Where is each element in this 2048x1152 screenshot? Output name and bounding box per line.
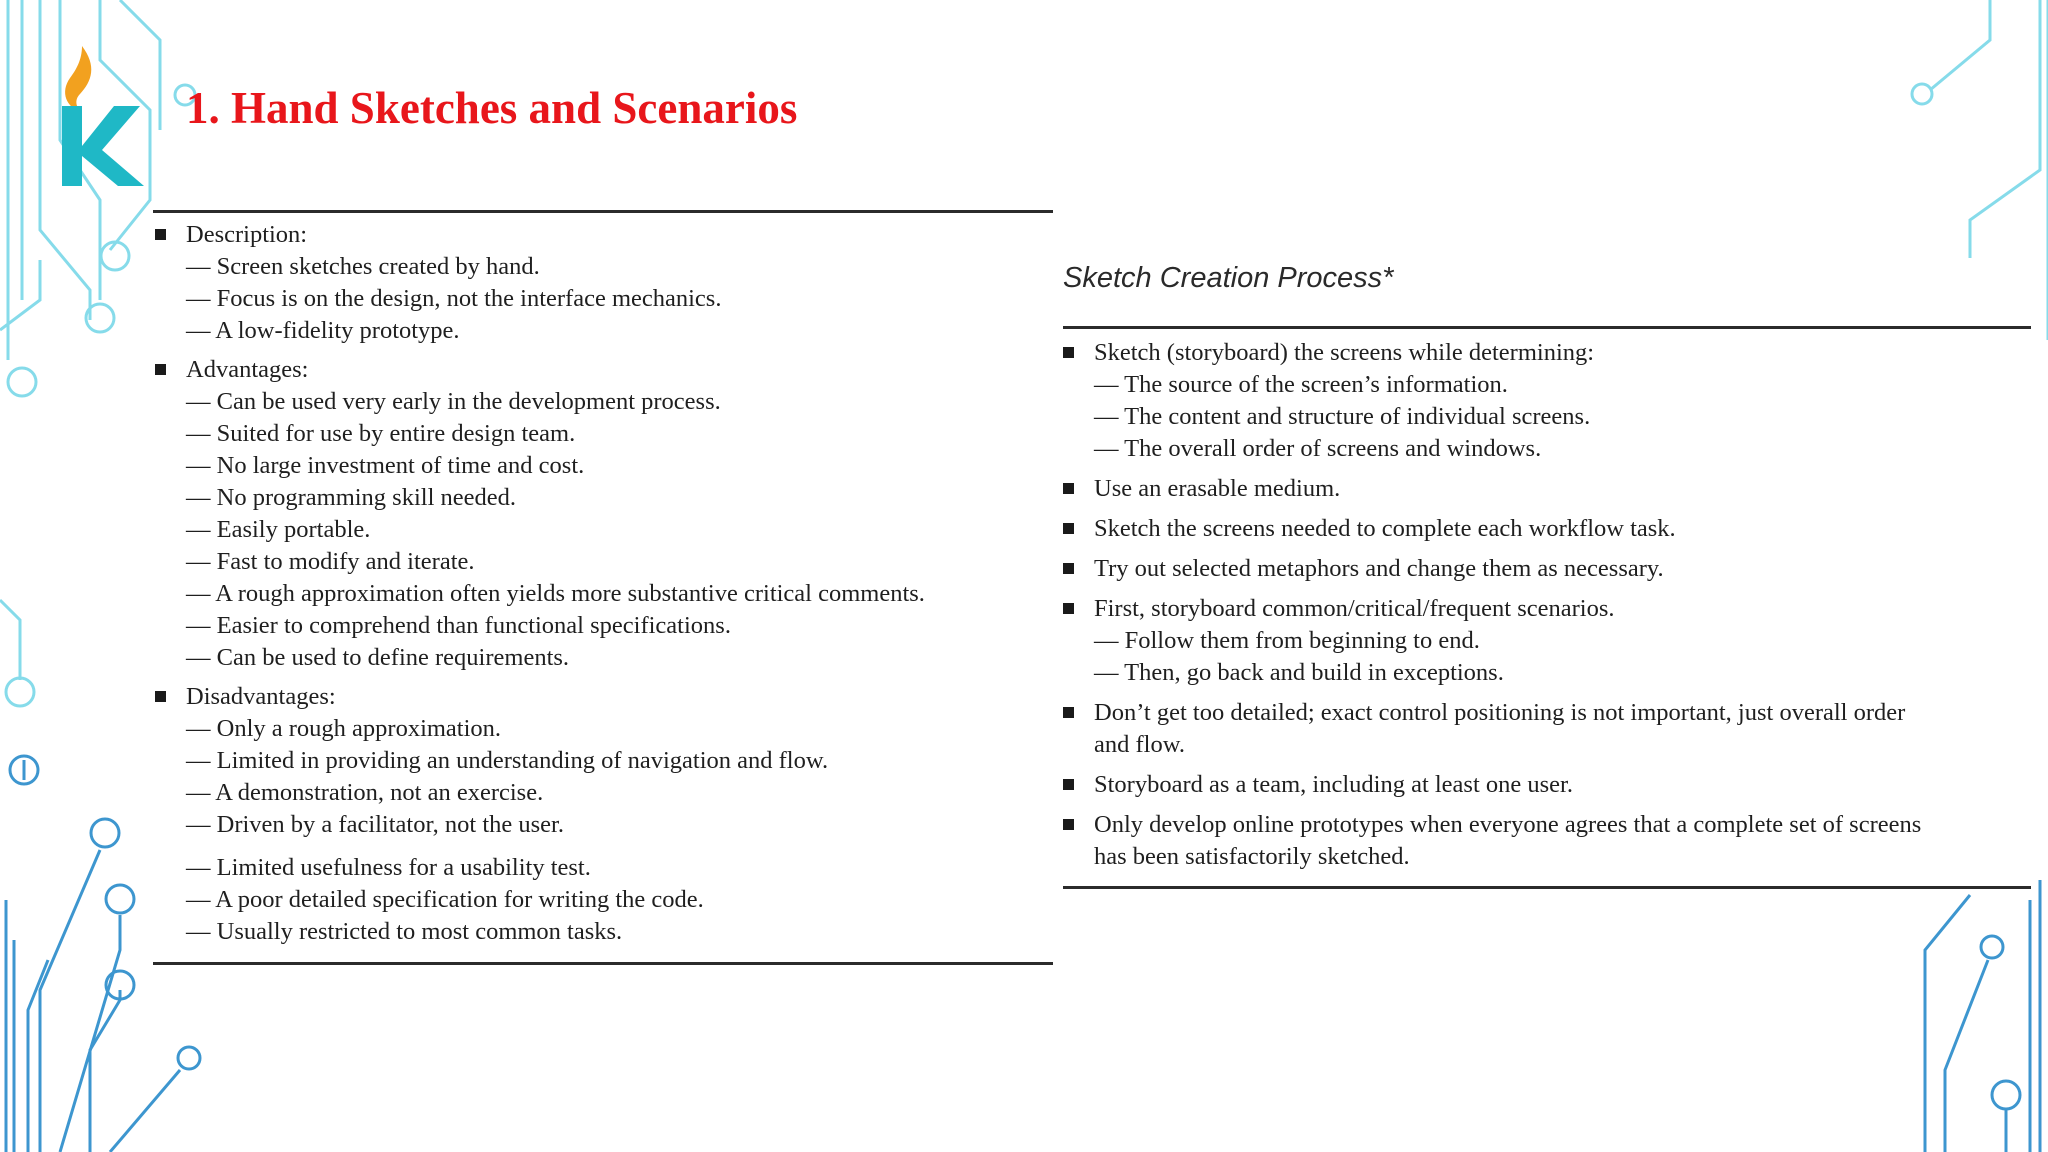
list-item: — Easily portable. (186, 516, 371, 543)
process-item (1063, 337, 2033, 465)
process-item (1063, 513, 2033, 545)
list-item: — The content and structure of individual screens. (1094, 403, 1591, 430)
logo-letter-k (62, 106, 144, 186)
section-heading: Advantages: (155, 354, 1055, 386)
process-item (1063, 473, 2033, 505)
process-item (1063, 769, 2033, 801)
list-item: — Only a rough approximation. (186, 715, 502, 742)
list-item: — Follow them from beginning to end. (1094, 627, 1480, 654)
process-item-text: Sketch the screens needed to complete each workflow task. (1063, 513, 2033, 545)
list-item: — A low-fidelity prototype. (186, 317, 460, 344)
list-item: — A demonstration, not an exercise. (186, 779, 544, 806)
left-top-rule (153, 210, 1053, 213)
list-item: — Limited in providing an understanding of navigation and flow. (186, 747, 829, 774)
process-item-text: Use an erasable medium. (1063, 473, 2033, 505)
company-logo (52, 46, 152, 196)
list-item: — Easier to comprehend than functional specifications. (186, 612, 731, 639)
section-heading: Disadvantages: (155, 681, 1055, 713)
list-item: — The overall order of screens and windows. (1094, 435, 1542, 462)
process-item-text: Try out selected metaphors and change them as necessary. (1063, 553, 2033, 585)
process-title: Sketch Creation Process* (1063, 262, 1394, 294)
left-bottom-rule (153, 962, 1053, 965)
list-item: — Focus is on the design, not the interface mechanics. (186, 285, 722, 312)
process-item (1063, 697, 2033, 761)
process-item-text: Don’t get too detailed; exact control positioning is not important, just overall order (1063, 697, 2033, 729)
section-description (155, 219, 1055, 347)
list-item: — Can be used very early in the development process. (186, 388, 721, 415)
section-heading: Description: (155, 219, 1055, 251)
list-item: — A poor detailed specification for writing the code. (186, 886, 704, 913)
slide-title: 1. Hand Sketches and Scenarios (186, 83, 798, 133)
left-panel (155, 219, 1055, 955)
process-item (1063, 809, 2033, 873)
list-item: — Usually restricted to most common tasks. (186, 918, 623, 945)
section-advantages (155, 354, 1055, 674)
right-top-rule (1063, 326, 2031, 329)
process-item-text: Only develop online prototypes when everyone agrees that a complete set of screens (1063, 809, 2033, 841)
process-item-continuation: has been satisfactorily sketched. (1094, 843, 1410, 870)
list-item: — Screen sketches created by hand. (186, 253, 540, 280)
right-bottom-rule (1063, 886, 2031, 889)
list-item: — Suited for use by entire design team. (186, 420, 576, 447)
process-item-text: Storyboard as a team, including at least one user. (1063, 769, 2033, 801)
logo-flame (65, 46, 91, 112)
process-item-continuation: and flow. (1094, 731, 1185, 758)
list-item: — Limited usefulness for a usability test. (186, 854, 591, 881)
process-item-text: First, storyboard common/critical/frequent scenarios. (1063, 593, 2033, 625)
list-item: — A rough approximation often yields more substantive critical comments. (186, 580, 925, 607)
process-item (1063, 553, 2033, 585)
right-panel (1063, 337, 2033, 881)
list-item: — No programming skill needed. (186, 484, 517, 511)
list-item: — Fast to modify and iterate. (186, 548, 475, 575)
list-item: — No large investment of time and cost. (186, 452, 585, 479)
list-item: — Driven by a facilitator, not the user. (186, 811, 564, 838)
list-item: — Can be used to define requirements. (186, 644, 570, 671)
list-item: — Then, go back and build in exceptions. (1094, 659, 1504, 686)
list-item: — The source of the screen’s information. (1094, 371, 1508, 398)
process-item (1063, 593, 2033, 689)
process-item-text: Sketch (storyboard) the screens while determining: (1063, 337, 2033, 369)
section-disadvantages (155, 681, 1055, 948)
